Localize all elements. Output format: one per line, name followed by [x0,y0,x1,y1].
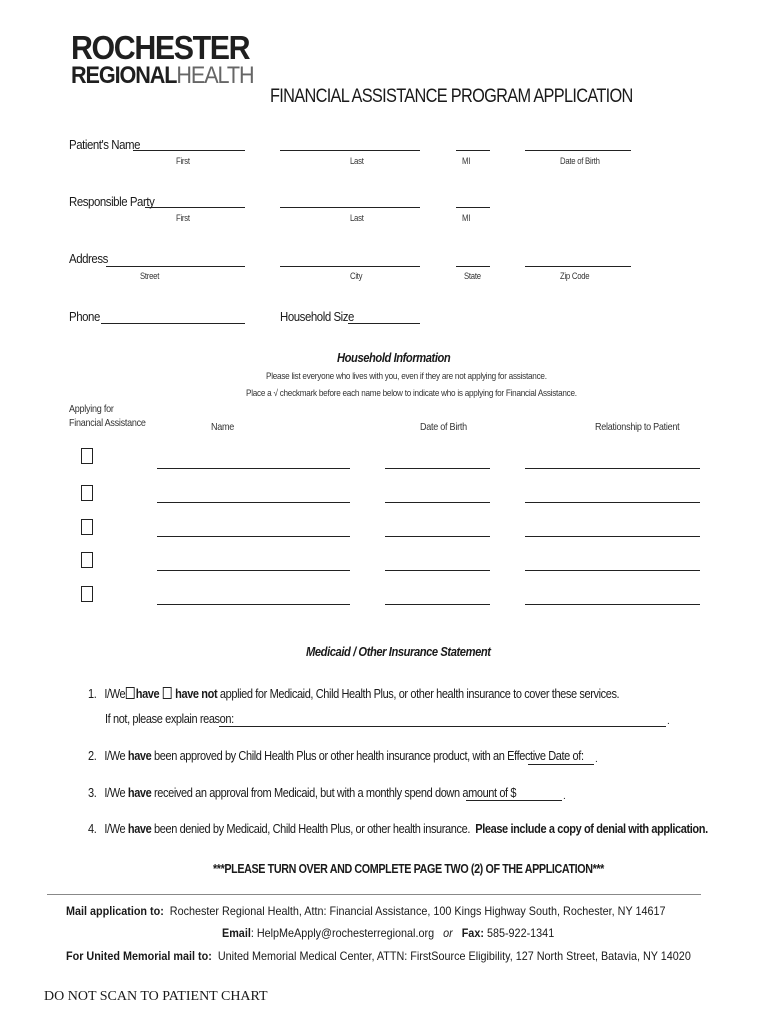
medicaid-item-1 [88,687,619,701]
household-instruction-1: Please list everyone who lives with you, even if they are not applying for assistance. [266,371,547,382]
col-name-header: Name [211,421,235,433]
applying-checkbox[interactable] [81,485,93,501]
item-3-have: have [127,786,152,800]
item-1-iwe: I/We [104,687,126,701]
item-3-iwe: I/We [104,786,126,800]
responsible-mi-caption: MI [462,213,471,223]
or-text: or [443,926,453,940]
email-fax-line: Email: HelpMeApply@rochesterregional.org or Fax: 585-922-1341 [222,926,555,940]
member-name-field[interactable] [157,570,350,571]
address-state-field[interactable] [456,266,490,267]
household-size-field[interactable] [348,323,420,324]
medicaid-item-2 [88,749,584,763]
item-1-explain-label: If not, please explain reason: [105,712,234,726]
logo-line2-regional: REGIONAL [71,62,177,89]
address-street-caption: Street [140,271,160,281]
have-checkbox[interactable] [126,687,135,699]
responsible-last-field[interactable] [280,207,420,208]
member-dob-field[interactable] [385,604,490,605]
responsible-mi-field[interactable] [456,207,490,208]
footer-divider [47,894,701,895]
fax-number: 585-922-1341 [486,926,555,940]
patient-last-field[interactable] [280,150,420,151]
member-name-field[interactable] [157,536,350,537]
address-zip-field[interactable] [525,266,631,267]
email-link[interactable]: HelpMeApply@rochesterregional.org [256,926,435,940]
logo-line1: ROCHESTER [71,29,250,66]
item-4-denial-instruction: Please include a copy of denial with application. [475,822,708,836]
logo [71,29,274,91]
col-relationship-header: Relationship to Patient [595,421,680,433]
household-size-label: Household Size [280,309,354,324]
member-relationship-field[interactable] [525,570,700,571]
responsible-first-caption: First [176,213,190,223]
item-1-have-not: have not [175,687,218,701]
member-relationship-field[interactable] [525,468,700,469]
item-1-number: 1. [88,687,97,701]
mail-to-label: Mail application to: [66,904,164,918]
item-2-text: been approved by Child Health Plus or other health insurance product, with an Effective Date of: [154,749,584,763]
patient-mi-caption: MI [462,156,471,166]
member-name-field[interactable] [157,604,350,605]
applying-checkbox[interactable] [81,448,93,464]
spend-down-period: . [563,791,566,802]
household-heading: Household Information [337,350,451,365]
phone-field[interactable] [101,323,245,324]
applying-checkbox[interactable] [81,519,93,535]
united-memorial-label: For United Memorial mail to [66,949,209,963]
address-zip-caption: Zip Code [560,271,590,281]
united-memorial-line: For United Memorial mail to: United Memorial Medical Center, ATTN: FirstSource Eligibility, 127 North Street, Batavia, NY 14020 [66,949,691,963]
responsible-party-label: Responsible Party [69,194,155,209]
patient-first-caption: First [176,156,190,166]
address-city-field[interactable] [280,266,420,267]
medicaid-item-4 [88,822,708,836]
turn-over-notice: ***PLEASE TURN OVER AND COMPLETE PAGE TWO (2) OF THE APPLICATION*** [213,862,604,876]
item-2-number: 2. [88,749,97,763]
address-street-field[interactable] [106,266,245,267]
effective-date-period: . [595,754,598,765]
patient-dob-field[interactable] [525,150,631,151]
applying-checkbox[interactable] [81,552,93,568]
member-name-field[interactable] [157,502,350,503]
household-instruction-2: Place a √ checkmark before each name below to indicate who is applying for Financial Assistance. [246,388,577,399]
item-1-text: applied for Medicaid, Child Health Plus, or other health insurance to cover these services. [219,687,620,701]
explain-period: . [667,716,670,727]
col-applying-header [69,403,158,429]
item-3-number: 3. [88,786,97,800]
member-name-field[interactable] [157,468,350,469]
have-not-checkbox[interactable] [163,687,172,699]
member-relationship-field[interactable] [525,604,700,605]
effective-date-field[interactable] [528,764,594,765]
medicaid-item-3 [88,786,516,800]
patient-dob-caption: Date of Birth [560,156,600,166]
applying-checkbox[interactable] [81,586,93,602]
col-applying-line2: Financial Assistance [69,417,146,429]
item-2-iwe: I/We [104,749,126,763]
item-4-iwe: I/We [104,822,126,836]
spend-down-amount-field[interactable] [466,800,562,801]
col-applying-line1: Applying for [69,403,114,415]
page-title: FINANCIAL ASSISTANCE PROGRAM APPLICATION [270,86,633,107]
medicaid-heading: Medicaid / Other Insurance Statement [306,644,491,659]
member-relationship-field[interactable] [525,502,700,503]
patient-last-caption: Last [350,156,364,166]
do-not-scan-notice: DO NOT SCAN TO PATIENT CHART [44,989,268,1004]
col-dob-header: Date of Birth [420,421,467,433]
patient-first-field[interactable] [133,150,245,151]
mail-to-address: Rochester Regional Health, Attn: Financial Assistance, 100 Kings Highway South, Rochester, NY 14617 [169,904,666,918]
address-label: Address [69,251,108,266]
united-memorial-address: United Memorial Medical Center, ATTN: FirstSource Eligibility, 127 North Street, Batavia, NY 14020 [217,949,691,963]
item-4-text: been denied by Medicaid, Child Health Plus, or other health insurance. [154,822,470,836]
item-2-have: have [127,749,152,763]
phone-label: Phone [69,309,100,324]
patient-name-label: Patient's Name [69,137,141,152]
fax-label: Fax: [461,926,484,940]
item-1-have: have [135,687,160,701]
logo-line2-health: HEALTH [176,62,254,89]
member-dob-field[interactable] [385,502,490,503]
email-label: Email [222,926,251,940]
member-relationship-field[interactable] [525,536,700,537]
address-state-caption: State [464,271,481,281]
item-3-text: received an approval from Medicaid, but with a monthly spend down amount of $ [154,786,517,800]
mail-to-line [66,904,665,918]
item-4-number: 4. [88,822,97,836]
explain-reason-field[interactable] [219,726,666,727]
address-city-caption: City [350,271,363,281]
patient-mi-field[interactable] [456,150,490,151]
responsible-last-caption: Last [350,213,364,223]
member-dob-field[interactable] [385,536,490,537]
responsible-first-field[interactable] [145,207,245,208]
member-dob-field[interactable] [385,570,490,571]
member-dob-field[interactable] [385,468,490,469]
item-4-have: have [127,822,152,836]
